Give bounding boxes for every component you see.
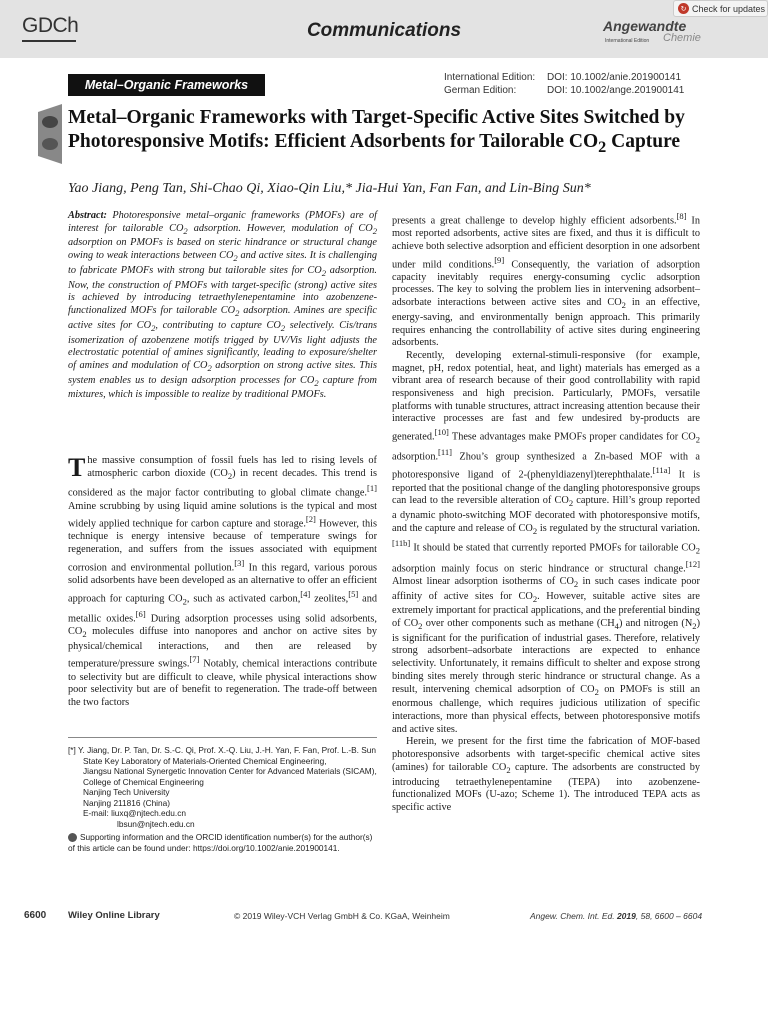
body-paragraph: presents a great challenge to develop highly efficient adsorbents.[8] In most reported adsorbents, active sites are fixed, and thus it is difficult to achieve both selective adsorption and efficient desorption in one adsorbent under mild conditions.[9] Consequently, the variation of adsorption capacity inevitably requires energy-consuming cyclic adsorption processes. The key to solving the problem lies in intervening adsorbent–adsorbate interactions between active sites and $CO_2$ in an effective, energy-saving, and environmentally benign approach. This primarily requires enhancing the controllability of active sites during engineering adsorbents. bbox=[392, 211, 700, 349]
body-left-column bbox=[68, 455, 377, 710]
doi-german-value[interactable]: DOI: 10.1002/ange.201900141 bbox=[547, 85, 685, 96]
paper-title: Metal–Organic Frameworks with Target-Specific Active Sites Switched by Photoresponsive Motifs: Efficient Adsorbents for Tailorable $CO_2$ Capture bbox=[68, 107, 685, 156]
citation: Angew. Chem. Int. Ed. 2019, 58, 6600 – 6604 bbox=[530, 911, 703, 921]
supporting-info-icon bbox=[68, 833, 77, 842]
wiley-online-library[interactable]: Wiley Online Library bbox=[68, 910, 160, 921]
footnote-affiliation: Jiangsu National Synergetic Innovation Center for Advanced Materials (SICAM), College of Chemical Engineering bbox=[83, 766, 377, 787]
footnote-supporting: Supporting information and the ORCID identification number(s) for the author(s) of this article can be found under: https://doi.org/10.1002/anie.201900141. bbox=[68, 832, 373, 853]
journal-subtitle: International Edition bbox=[605, 38, 650, 44]
body-paragraph: Recently, developing external-stimuli-responsive (for example, magnet, pH, redox potential, heat, and light) materials has emerged as a vibrant area of research because of their good controllability with rapid responsiveness and high precision. Particularly, PMOFs, versatile platforms with tunable structures, attract increasing attention because their interactive processes are fast and few undesired by-products are generated.[10] These advantages make PMOFs proper candidates for $CO_2$ adsorption.[11] Zhou’s group synthesized a Zn-based MOF with a photoresponsive ligand of 2-(phenyldiazenyl)terephthalate.[11a] It is reported that the positional change of the dangling photoresponsive groups can lead to the reversible alteration of $CO_2$ capture. Hill’s group reported a dynamic photo-switching MOF decorated with photoresponsive motifs, and the capture and release of $CO_2$ is regulated by the structural variation.[11b] It should be stated that currently reported PMOFs for tailorable $CO_2$ adsorption mainly focus on steric hindrance or structural change.[12] Almost linear adsorption isotherms of $CO_2$ in such cases indicate poor affinity of active sites for $CO_2$. However, suitable active sites are extremely important for practical applications, and the preferential binding of $CO_2$ over other components such as methane $(CH_4)$ and nitrogen $(N_2)$ is significant for the purification of industrial gases. Therefore, relatively strong adsorbent–adsorbate interactions are expected to enhance selectivity. Unfortunately, it remains difficult to shelter and expose strong binding sites merely through steric hindrance or structural change. As a result, intervening chemical adsorption of $CO_2$ on PMOFs is still an enormous challenge, which requires judicious utilization of specific interactions, more than physical effects, between photoresponsive motifs and active sites. bbox=[392, 349, 701, 735]
abstract bbox=[68, 210, 377, 402]
footnote bbox=[68, 745, 377, 853]
doi-german-label: German Edition: bbox=[444, 85, 517, 96]
section-title: Communications bbox=[306, 20, 462, 41]
page-header bbox=[0, 0, 768, 58]
journal-name: Angewandte bbox=[603, 18, 687, 34]
doi-intl-value[interactable]: DOI: 10.1002/anie.201900141 bbox=[547, 72, 681, 83]
category-badge: Metal–Organic Frameworks bbox=[68, 74, 265, 96]
abstract-text: Abstract: Photoresponsive metal–organic frameworks (PMOFs) are of interest for tailorable $CO_2$ adsorption. However, modulation of $CO_2$ adsorption on PMOFs is based on steric hindrance or structural change owing to weak interactions between $CO_2$ and active sites. It is challenging to fabricate PMOFs with strong but tailorable sites for $CO_2$ adsorption. Now, the construction of PMOFs with target-specific (strong) active sites is achieved by introducing tetraethylenepentamine into azobenzene-functionalized MOFs for tailorable $CO_2$ adsorption. Amines are specific active sites for $CO_2$, contributing to capture $CO_2$ selectively. Cis/trans isomerization of azobenzene motifs trigged by UV/Vis light adjusts the electrostatic potential of amines significantly, leading to exposure/shelter of amines and modulation of $CO_2$ adsorption on strong active sites. This system enables us to design adsorption processes for $CO_2$ capture from mixtures, which is impossible to realize by traditional PMOFs. bbox=[68, 210, 378, 401]
body-right-column bbox=[392, 210, 700, 815]
footnote-affiliation: Nanjing 211816 (China) bbox=[83, 797, 171, 808]
copyright: © 2019 Wiley-VCH Verlag GmbH & Co. KGaA, Weinheim bbox=[234, 911, 450, 921]
check-updates-label: Check for updates bbox=[692, 3, 766, 14]
journal-logo bbox=[603, 18, 713, 50]
footnote-authors: [*] Y. Jiang, Dr. P. Tan, Dr. S.-C. Qi, Prof. X.-Q. Liu, J.-H. Yan, F. Fan, Prof. L.-B. Sun bbox=[68, 745, 377, 755]
doi-intl-label: International Edition: bbox=[444, 72, 536, 83]
publisher-logo: GDCh bbox=[22, 14, 79, 37]
footnote-affiliation: Nanjing Tech University bbox=[83, 787, 170, 797]
doi-german bbox=[444, 85, 684, 96]
doi-international bbox=[444, 72, 681, 83]
page-footer bbox=[0, 910, 768, 926]
footnote-affiliation: State Key Laboratory of Materials-Oriented Chemical Engineering, bbox=[83, 755, 327, 766]
refresh-icon: ↻ bbox=[678, 3, 689, 14]
authors: Yao Jiang, Peng Tan, Shi-Chao Qi, Xiao-Qin Liu,* Jia-Hui Yan, Fan Fan, and Lin-Bing Sun* bbox=[68, 181, 591, 196]
title-ribbon-icon bbox=[34, 104, 64, 164]
footnote-divider bbox=[68, 737, 377, 738]
footnote-email[interactable]: E-mail: liuxq@njtech.edu.cn bbox=[83, 808, 186, 818]
page-number: 6600 bbox=[24, 910, 47, 921]
body-paragraph: The massive consumption of fossil fuels has led to rising levels of atmospheric carbon dioxide $(CO_2)$ in recent decades. This trend is considered as the major factor contributing to global climate change.[1] Amine scrubbing by using liquid amine solutions is the typical and most widely applied technique for carbon capture and storage.[2] However, this technique is energy intensive because of temperature swings for regeneration, and suffers from the issues associated with equipment corrosion and environmental pollution.[3] In this regard, various porous solid adsorbents have been developed as an alternative to offer an efficient approach for capturing $CO_2$, such as activated carbon,[4] zeolites,[5] and metallic oxides.[6] During adsorption processes using solid adsorbents, $CO_2$ molecules diffuse into nanopores and anchor on active sites by physical/chemical interactions, and then are released by temperature/pressure swings.[7] Notably, chemical interactions contribute to selectivity but are difficult to cleave, while physical interactions show poor selectivity but are of benefit to regeneration. The trade-off between the two factors bbox=[68, 453, 377, 708]
check-updates-button[interactable] bbox=[673, 0, 768, 17]
footnote-email[interactable]: lbsun@njtech.edu.cn bbox=[117, 818, 195, 829]
journal-chemie: Chemie bbox=[663, 32, 701, 44]
body-paragraph: Herein, we present for the first time the fabrication of MOF-based photoresponsive adsorbents with target-specific chemical active sites (amines) for tailorable $CO_2$ capture. The adsorbents are constructed by introducing tetraethylenepentamine (TEPA) into azobenzene-functionalized MOFs (U-azo; Scheme 1). The introduced TEPA acts as specific active bbox=[392, 736, 700, 813]
